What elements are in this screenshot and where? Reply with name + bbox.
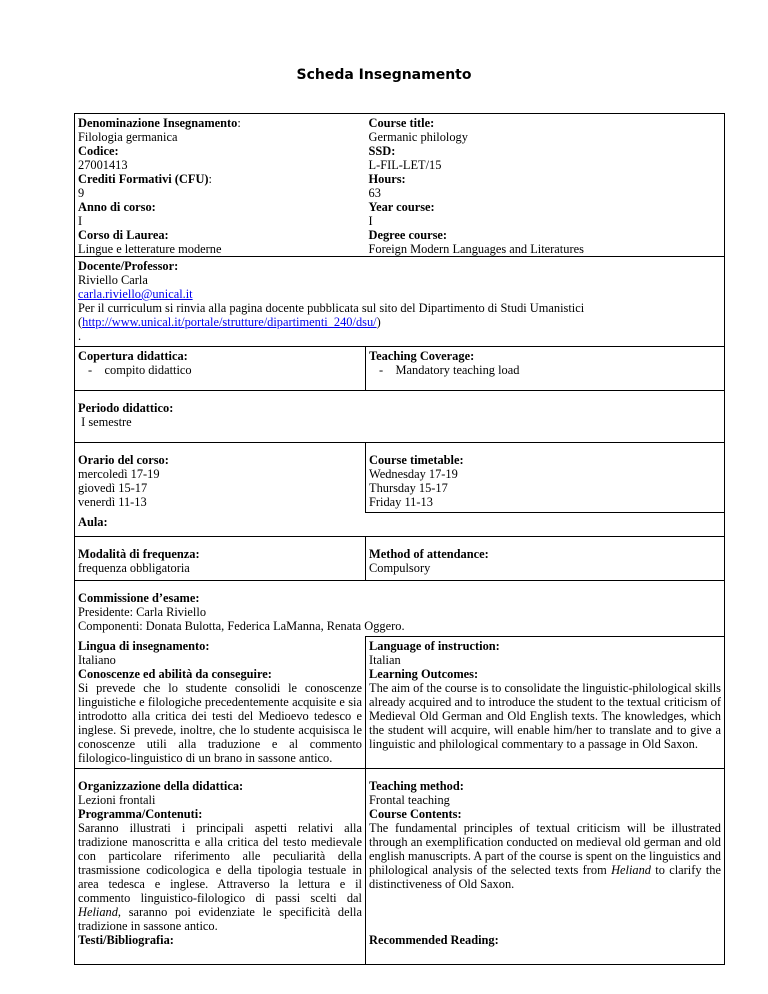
hours-value: 63 [368,186,381,200]
lingua-cell-en [366,637,725,769]
aula-row [75,513,725,537]
corso-value: Lingue e letterature moderne [78,242,222,256]
teaching-method-label: Teaching method: [369,779,464,793]
cfu-value: 9 [78,186,85,200]
docente-name: Riviello Carla [78,273,148,287]
frequenza-cell-en [366,537,725,581]
codice-label: Codice: [78,144,119,158]
denominazione-field: Denominazione Insegnamento: [78,116,241,130]
course-title-label: Course title: [368,116,435,130]
orario-cell-it [75,443,366,513]
course-contents-label: Course Contents: [369,807,462,821]
copertura-cell-it [75,347,366,391]
degree-value: Foreign Modern Languages and Literatures [368,242,584,256]
periodo-label: Periodo didattico: [78,401,174,415]
copertura-cell-en [366,347,725,391]
timetable-line: Friday 11-13 [369,495,433,509]
timetable-line: Wednesday 17-19 [369,467,458,481]
year-value: I [368,214,373,228]
timetable-label: Course timetable: [369,453,464,467]
docente-row [75,257,725,347]
language-label: Language of instruction: [369,639,500,653]
lingua-cell-it [75,637,366,769]
orario-label: Orario del corso: [78,453,169,467]
department-url-link[interactable]: http://www.unical.it/portale/strutture/dipartimenti_240/dsu/ [82,315,377,329]
orario-line: giovedì 15-17 [78,481,148,495]
frequenza-value: frequenza obbligatoria [78,561,190,575]
docente-dot: . [78,329,82,343]
copertura-item: - compito didattico [88,363,192,377]
organizzazione-label: Organizzazione della didattica: [78,779,244,793]
curriculum-note: Per il curriculum si rinvia alla pagina docente pubblicata sul sito del Dipartimento di Studi Umanistici [78,301,585,315]
periodo-row [75,391,725,443]
dept-url-line: (http://www.unical.it/portale/strutture/dipartimenti_240/dsu/) [78,315,381,329]
presidente-line: Presidente: Carla Riviello [78,605,207,619]
lingua-value: Italiano [78,652,116,667]
programma-label: Programma/Contenuti: [78,807,203,821]
codice-value: 27001413 [78,158,128,172]
conoscenze-label: Conoscenze ed abilità da conseguire: [78,666,272,681]
anno-value: I [78,214,83,228]
componenti-line: Componenti: Donata Bulotta, Federica LaManna, Renata Oggero. [78,619,405,633]
page-title: Scheda Insegnamento [296,67,472,83]
coverage-item: - Mandatory teaching load [379,363,520,377]
lingua-row [75,637,725,769]
commissione-label: Commissione d’esame: [78,591,200,605]
orario-line: venerdì 11-13 [78,495,147,509]
frequenza-row [75,537,725,581]
ssd-label: SSD: [368,144,396,158]
copertura-row [75,347,725,391]
conoscenze-text: Si prevede che lo studente consolidi le conoscenze linguistiche e filologiche precedentemente acquisite e sia introdotto alla critica dei testi del Medioevo tedesco e inglese. Si prevede, inoltre, che lo studente acquisisca le conoscenze utili alla traduzione e al commento filologico-linguistico di un brano in sassone antico. [78,680,362,765]
coverage-label: Teaching Coverage: [369,349,475,363]
lingua-label: Lingua di insegnamento: [78,638,210,653]
docente-cell [75,257,725,347]
frequenza-label: Modalità di frequenza: [78,547,200,561]
learning-outcomes-text: The aim of the course is to consolidate the linguistic-philological skills already acquired and to introduce the student to the textual criticism of Medieval Old German and Old English texts. The knowledges, which the student will acquire, will enable him/her to translate and to give a linguistic and philological commentary to a passage in Old Saxon. [369,681,721,751]
course-contents-text: The fundamental principles of textual criticism will be illustrated through an exemplification conducted on medieval old german and old english manuscripts. A part of the course is spent on the linguistics and philological analysis of the selected texts from Heliand to clarify the distinctiveness of Old Saxon. [369,821,721,891]
learning-outcomes-label: Learning Outcomes: [369,667,479,681]
aula-cell [75,513,725,537]
programma-cell-it [75,769,366,965]
aula-label: Aula: [78,515,108,529]
info-row [75,114,725,257]
frequenza-cell-it [75,537,366,581]
organizzazione-value: Lezioni frontali [78,793,156,807]
periodo-value-line [78,415,721,429]
year-label: Year course: [368,200,435,214]
hours-label: Hours: [368,172,406,186]
info-cell-it [75,114,366,257]
commissione-row [75,581,725,637]
cfu-field: Crediti Formativi (CFU): [78,172,212,186]
orario-cell-en [366,443,725,513]
orario-line: mercoledì 17-19 [78,467,160,481]
language-value: Italian [369,653,401,667]
recommended-reading-label: Recommended Reading: [369,933,499,947]
course-title-value: Germanic philology [368,130,468,144]
docente-label: Docente/Professor: [78,259,179,273]
docente-email-link[interactable]: carla.riviello@unical.it [78,287,193,301]
denominazione-value: Filologia germanica [78,130,178,144]
programma-cell-en [366,769,725,965]
programma-text: Saranno illustrati i principali aspetti relativi alla tradizione manoscritta e alla critica del testo medievale con particolare riferimento alle peculiarità della trasmissione codicologica e della tipologia testuale in area tedesca e inglese. Attraverso la lettura e il commento linguistico-filologico di passi scelti dal Heliand, saranno poi evidenziate le specificità della tradizione in sassone antico. [78,821,362,933]
attendance-label: Method of attendance: [369,547,489,561]
copertura-label: Copertura didattica: [78,349,188,363]
organizzazione-row [75,769,725,965]
degree-label: Degree course: [368,228,448,242]
testi-label: Testi/Bibliografia: [78,933,174,947]
orario-row [75,443,725,513]
periodo-value: I semestre [81,415,132,429]
commissione-cell [75,581,725,637]
timetable-line: Thursday 15-17 [369,481,448,495]
corso-label: Corso di Laurea: [78,228,169,242]
ssd-value: L-FIL-LET/15 [368,158,442,172]
info-cell-en [366,114,725,257]
attendance-value: Compulsory [369,561,431,575]
periodo-cell [75,391,725,443]
course-sheet-table [74,113,725,965]
teaching-method-value: Frontal teaching [369,793,450,807]
anno-label: Anno di corso: [78,200,156,214]
